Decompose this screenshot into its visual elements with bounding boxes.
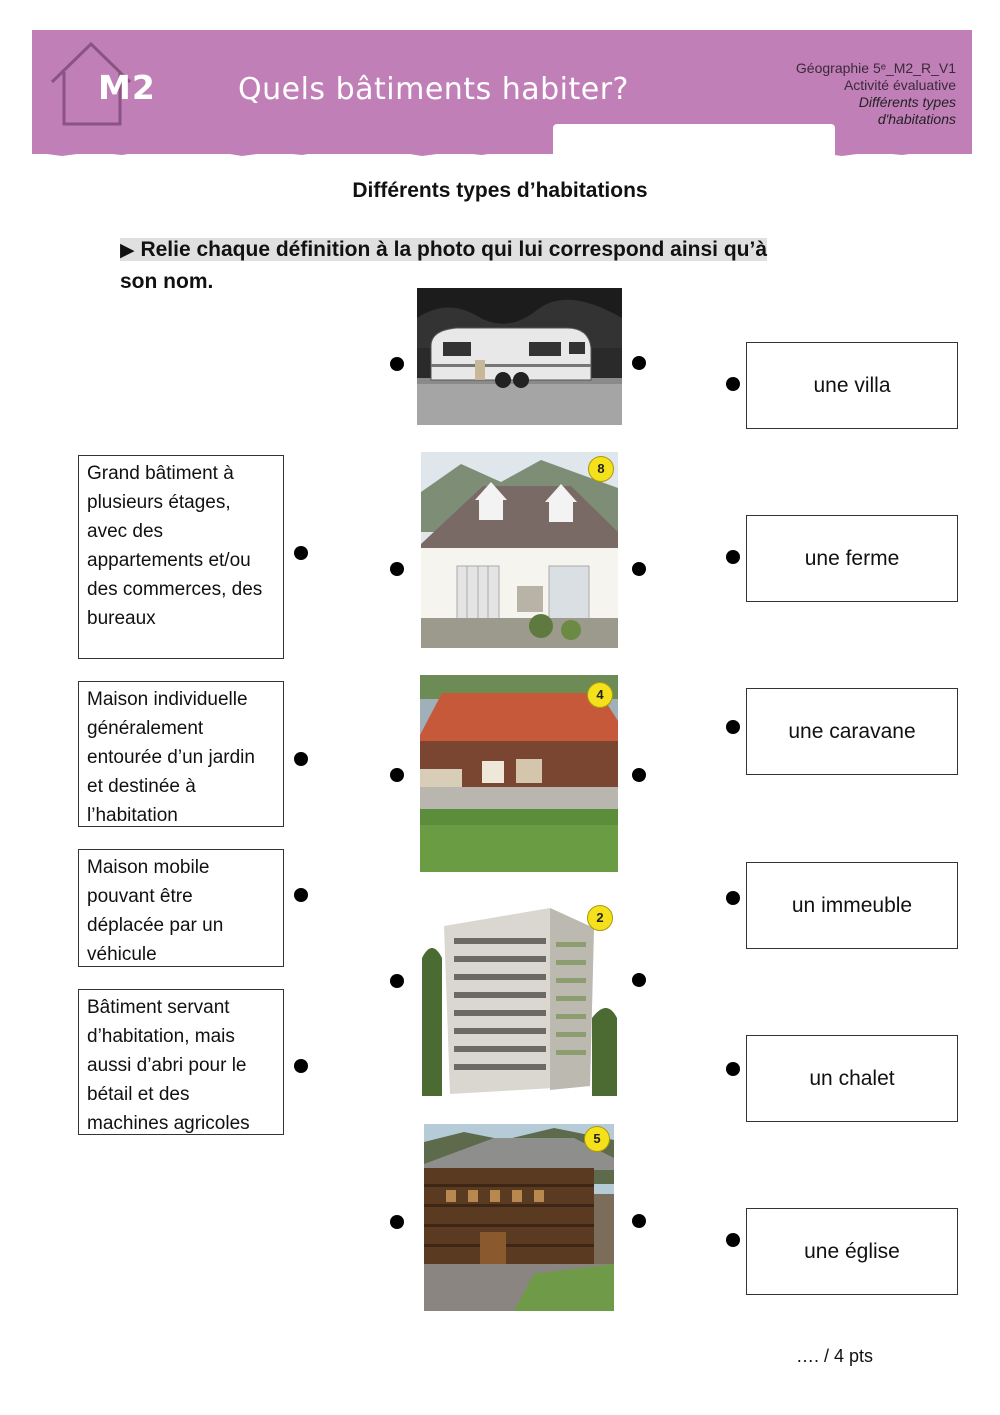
name-ferme: une ferme [746, 515, 958, 602]
instruction-line1: Relie chaque définition à la photo qui lui correspond ainsi qu’à [134, 238, 768, 261]
name-chalet: un chalet [746, 1035, 958, 1122]
dot-photo-villa-right[interactable] [632, 562, 646, 576]
dot-name-immeuble[interactable] [726, 891, 740, 905]
banner-title: Quels bâtiments habiter? [238, 72, 629, 107]
photo-badge-villa: 8 [588, 456, 614, 482]
dot-photo-immeuble-left[interactable] [390, 974, 404, 988]
photo-chalet [424, 1124, 614, 1311]
dot-photo-caravane-left[interactable] [390, 357, 404, 371]
dot-photo-caravane-right[interactable] [632, 356, 646, 370]
definition-caravane: Maison mobile pouvant être déplacée par un véhicule [78, 849, 284, 967]
dot-photo-ferme-right[interactable] [632, 768, 646, 782]
definition-immeuble: Grand bâtiment à plusieurs étages, avec des appartements et/ou des commerces, des bureaux [78, 455, 284, 659]
dot-name-ferme[interactable] [726, 550, 740, 564]
dot-definition-caravane[interactable] [294, 888, 308, 902]
module-label: M2 [98, 68, 156, 107]
meta-topic-line1: Différents types [858, 94, 956, 110]
page-title: Différents types d’habitations [352, 179, 648, 202]
dot-photo-immeuble-right[interactable] [632, 973, 646, 987]
dot-name-eglise[interactable] [726, 1233, 740, 1247]
dot-name-caravane[interactable] [726, 720, 740, 734]
student-name-box[interactable] [553, 124, 835, 164]
photo-badge-ferme: 4 [587, 682, 613, 708]
photo-ferme [420, 675, 618, 872]
meta-course-code: Géographie 5ᵉ_M2_R_V1 [795, 60, 956, 76]
dot-definition-villa[interactable] [294, 752, 308, 766]
name-caravane: une caravane [746, 688, 958, 775]
dot-definition-immeuble[interactable] [294, 546, 308, 560]
dot-definition-ferme[interactable] [294, 1059, 308, 1073]
photo-badge-chalet: 5 [584, 1126, 610, 1152]
name-immeuble: un immeuble [746, 862, 958, 949]
dot-photo-chalet-right[interactable] [632, 1214, 646, 1228]
photo-caravane [417, 288, 622, 425]
instruction-line2: son nom. [120, 270, 214, 293]
definition-villa: Maison individuelle généralement entourée d’un jardin et destinée à l’habitation [78, 681, 284, 827]
name-villa: une villa [746, 342, 958, 429]
dot-name-chalet[interactable] [726, 1062, 740, 1076]
dot-photo-chalet-left[interactable] [390, 1215, 404, 1229]
name-eglise: une église [746, 1208, 958, 1295]
photo-villa [421, 452, 618, 648]
triangle-marker-icon: ▶ [120, 240, 135, 261]
definition-ferme: Bâtiment servant d’habitation, mais aussi d’abri pour le bétail et des machines agricoles [78, 989, 284, 1135]
dot-photo-villa-left[interactable] [390, 562, 404, 576]
meta-topic-line2: d'habitations [877, 111, 956, 127]
meta-activity: Activité évaluative [843, 77, 956, 93]
dot-photo-ferme-left[interactable] [390, 768, 404, 782]
score-label: …. / 4 pts [796, 1346, 874, 1366]
photo-immeuble [422, 898, 617, 1096]
photo-badge-immeuble: 2 [587, 905, 613, 931]
dot-name-villa[interactable] [726, 377, 740, 391]
header-meta [796, 60, 956, 128]
